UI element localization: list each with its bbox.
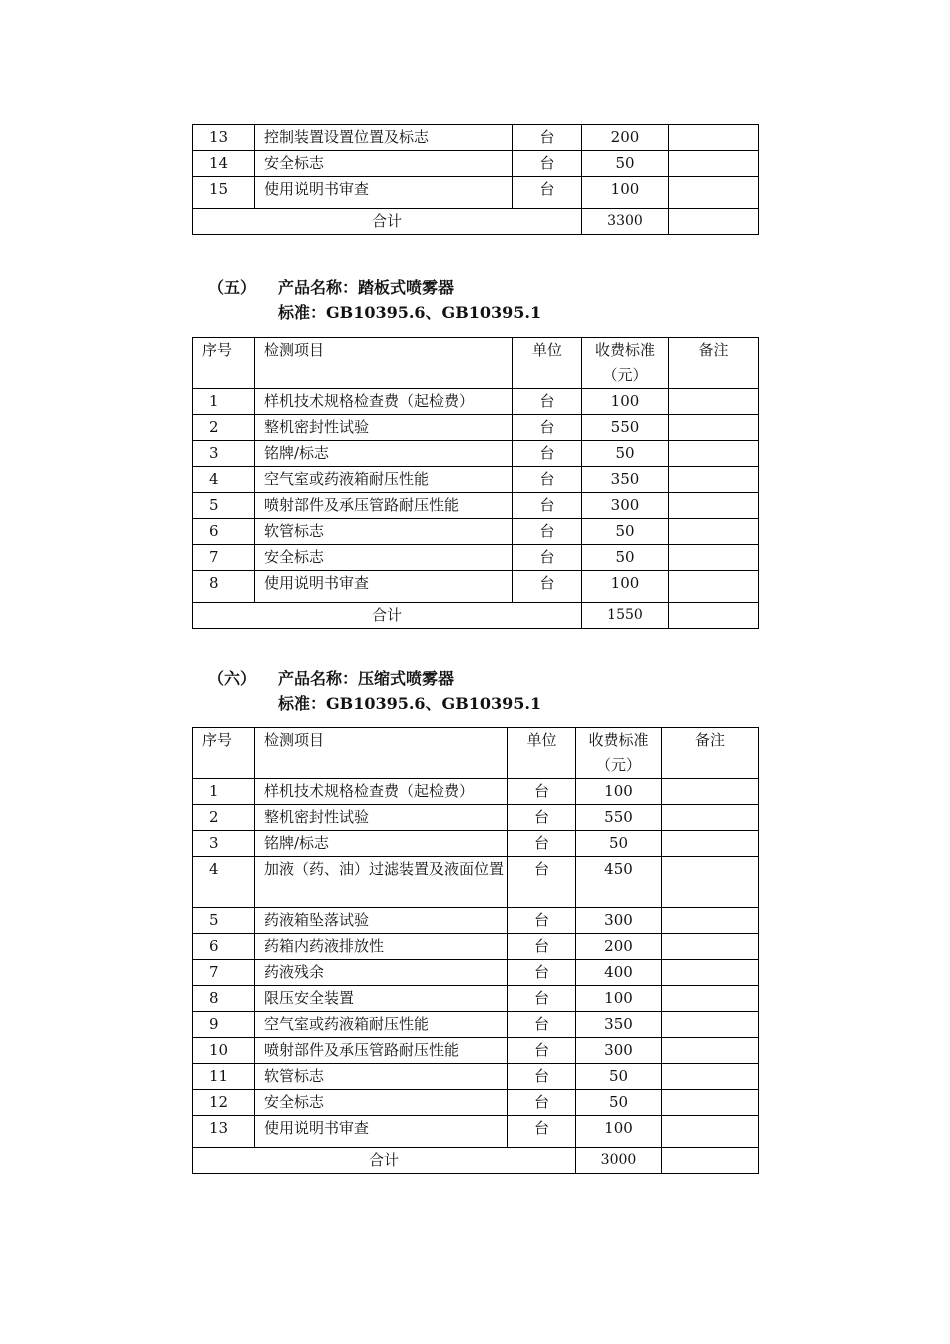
row-no: 7 <box>193 960 255 986</box>
row-item: 软管标志 <box>255 1064 508 1090</box>
row-unit: 台 <box>508 779 576 805</box>
row-unit: 台 <box>508 1116 576 1148</box>
row-unit: 台 <box>513 389 582 415</box>
row-fee: 50 <box>582 441 669 467</box>
row-item: 药箱内药液排放性 <box>255 934 508 960</box>
header-note: 备注 <box>662 728 759 779</box>
row-note <box>669 125 759 151</box>
row-no: 5 <box>193 908 255 934</box>
row-no: 9 <box>193 1012 255 1038</box>
header-fee-label: 收费标准（元） <box>588 731 649 774</box>
total-row <box>193 209 759 235</box>
row-fee: 100 <box>576 986 662 1012</box>
row-fee: 50 <box>576 1064 662 1090</box>
row-item: 加液（药、油）过滤装置及液面位置 <box>255 857 508 908</box>
row-note <box>662 908 759 934</box>
table-row <box>193 177 759 209</box>
row-fee: 100 <box>576 1116 662 1148</box>
row-note <box>669 519 759 545</box>
row-item: 药液箱坠落试验 <box>255 908 508 934</box>
section6-product-name: 产品名称：压缩式喷雾器 <box>278 669 455 688</box>
row-item: 喷射部件及承压管路耐压性能 <box>255 493 513 519</box>
row-fee: 400 <box>576 960 662 986</box>
table-row <box>193 389 759 415</box>
row-no: 2 <box>193 415 255 441</box>
row-note <box>662 1038 759 1064</box>
row-no: 5 <box>193 493 255 519</box>
row-item: 使用说明书审查 <box>255 571 513 603</box>
row-note <box>669 389 759 415</box>
table-row <box>193 519 759 545</box>
row-note <box>662 1090 759 1116</box>
row-unit: 台 <box>508 857 576 908</box>
row-unit: 台 <box>508 831 576 857</box>
row-no: 8 <box>193 986 255 1012</box>
table-header-row <box>193 338 759 389</box>
total-label: 合计 <box>193 209 582 235</box>
row-item: 软管标志 <box>255 519 513 545</box>
row-unit: 台 <box>508 1012 576 1038</box>
row-no: 4 <box>193 857 255 908</box>
row-item: 使用说明书审查 <box>255 1116 508 1148</box>
row-unit: 台 <box>513 415 582 441</box>
total-row <box>193 1148 759 1174</box>
table-row <box>193 415 759 441</box>
table-row <box>193 1090 759 1116</box>
row-unit: 台 <box>513 571 582 603</box>
row-no: 12 <box>193 1090 255 1116</box>
row-note <box>662 805 759 831</box>
row-fee: 300 <box>576 1038 662 1064</box>
table-row <box>193 805 759 831</box>
section5-standard: 标准：GB10395.6、GB10395.1 <box>278 303 542 322</box>
row-item: 空气室或药液箱耐压性能 <box>255 1012 508 1038</box>
table-row <box>193 1116 759 1148</box>
row-fee: 50 <box>576 1090 662 1116</box>
row-note <box>662 857 759 908</box>
row-no: 14 <box>193 151 255 177</box>
row-note <box>662 986 759 1012</box>
row-item: 整机密封性试验 <box>255 805 508 831</box>
total-note <box>662 1148 759 1174</box>
header-unit: 单位 <box>508 728 576 779</box>
table-row <box>193 125 759 151</box>
table-row <box>193 831 759 857</box>
row-fee: 350 <box>582 467 669 493</box>
table-row <box>193 986 759 1012</box>
row-unit: 台 <box>513 467 582 493</box>
row-unit: 台 <box>508 805 576 831</box>
row-no: 11 <box>193 1064 255 1090</box>
fee-table-continued <box>192 124 759 235</box>
row-fee: 550 <box>576 805 662 831</box>
row-unit: 台 <box>513 177 582 209</box>
row-no: 2 <box>193 805 255 831</box>
row-item: 空气室或药液箱耐压性能 <box>255 467 513 493</box>
row-no: 6 <box>193 519 255 545</box>
row-note <box>662 960 759 986</box>
table-row <box>193 441 759 467</box>
row-fee: 50 <box>582 545 669 571</box>
table-row <box>193 1038 759 1064</box>
header-item: 检测项目 <box>255 338 513 389</box>
header-fee <box>582 338 669 389</box>
row-unit: 台 <box>513 151 582 177</box>
row-fee: 50 <box>576 831 662 857</box>
row-item: 整机密封性试验 <box>255 415 513 441</box>
table-row <box>193 545 759 571</box>
row-note <box>669 177 759 209</box>
row-no: 8 <box>193 571 255 603</box>
total-value: 3000 <box>576 1148 662 1174</box>
header-fee-label: 收费标准（元） <box>594 341 655 384</box>
table-row <box>193 467 759 493</box>
row-no: 3 <box>193 831 255 857</box>
row-note <box>662 934 759 960</box>
header-no: 序号 <box>193 728 255 779</box>
total-note <box>669 209 759 235</box>
table-row <box>193 1012 759 1038</box>
header-item: 检测项目 <box>255 728 508 779</box>
row-fee: 200 <box>582 125 669 151</box>
row-unit: 台 <box>513 519 582 545</box>
row-unit: 台 <box>513 493 582 519</box>
row-item: 安全标志 <box>255 151 513 177</box>
row-item: 样机技术规格检查费（起检费） <box>255 779 508 805</box>
row-fee: 200 <box>576 934 662 960</box>
section6-fee-table <box>192 727 759 1174</box>
row-no: 10 <box>193 1038 255 1064</box>
row-note <box>669 441 759 467</box>
row-note <box>662 1116 759 1148</box>
table-header-row <box>193 728 759 779</box>
section5-fee-table <box>192 337 759 629</box>
table-row <box>193 934 759 960</box>
total-label: 合计 <box>193 603 582 629</box>
row-unit: 台 <box>508 960 576 986</box>
table-row <box>193 493 759 519</box>
table-row <box>193 571 759 603</box>
row-note <box>669 571 759 603</box>
table-row <box>193 960 759 986</box>
header-fee <box>576 728 662 779</box>
row-note <box>662 831 759 857</box>
row-fee: 100 <box>582 571 669 603</box>
row-fee: 450 <box>576 857 662 908</box>
row-no: 15 <box>193 177 255 209</box>
row-unit: 台 <box>508 908 576 934</box>
row-note <box>669 467 759 493</box>
row-item: 控制装置设置位置及标志 <box>255 125 513 151</box>
header-no: 序号 <box>193 338 255 389</box>
table-row <box>193 151 759 177</box>
section6-standard: 标准：GB10395.6、GB10395.1 <box>278 694 542 713</box>
row-unit: 台 <box>508 1038 576 1064</box>
row-unit: 台 <box>508 1064 576 1090</box>
row-item: 使用说明书审查 <box>255 177 513 209</box>
row-no: 13 <box>193 125 255 151</box>
row-note <box>669 545 759 571</box>
table-row <box>193 857 759 908</box>
row-note <box>669 415 759 441</box>
row-unit: 台 <box>508 986 576 1012</box>
row-unit: 台 <box>508 1090 576 1116</box>
row-item: 铭牌/标志 <box>255 441 513 467</box>
row-fee: 100 <box>582 177 669 209</box>
row-note <box>662 1012 759 1038</box>
row-no: 3 <box>193 441 255 467</box>
total-value: 3300 <box>582 209 669 235</box>
row-unit: 台 <box>513 125 582 151</box>
row-item: 安全标志 <box>255 1090 508 1116</box>
row-fee: 300 <box>582 493 669 519</box>
row-item: 喷射部件及承压管路耐压性能 <box>255 1038 508 1064</box>
row-unit: 台 <box>513 545 582 571</box>
row-no: 1 <box>193 389 255 415</box>
row-item: 安全标志 <box>255 545 513 571</box>
row-item: 铭牌/标志 <box>255 831 508 857</box>
row-no: 6 <box>193 934 255 960</box>
row-fee: 50 <box>582 151 669 177</box>
row-fee: 300 <box>576 908 662 934</box>
section5-index: （五） <box>208 278 257 297</box>
total-note <box>669 603 759 629</box>
table-row <box>193 908 759 934</box>
row-note <box>662 1064 759 1090</box>
row-no: 7 <box>193 545 255 571</box>
row-fee: 550 <box>582 415 669 441</box>
row-no: 4 <box>193 467 255 493</box>
row-unit: 台 <box>508 934 576 960</box>
header-note: 备注 <box>669 338 759 389</box>
row-item: 药液残余 <box>255 960 508 986</box>
total-label: 合计 <box>193 1148 576 1174</box>
row-item: 限压安全装置 <box>255 986 508 1012</box>
row-fee: 50 <box>582 519 669 545</box>
row-fee: 350 <box>576 1012 662 1038</box>
section5-product-name: 产品名称：踏板式喷雾器 <box>278 278 455 297</box>
total-value: 1550 <box>582 603 669 629</box>
row-note <box>669 493 759 519</box>
header-unit: 单位 <box>513 338 582 389</box>
row-note <box>669 151 759 177</box>
table-row <box>193 779 759 805</box>
total-row <box>193 603 759 629</box>
section6-index: （六） <box>208 669 257 688</box>
row-no: 13 <box>193 1116 255 1148</box>
table-row <box>193 1064 759 1090</box>
row-unit: 台 <box>513 441 582 467</box>
row-note <box>662 779 759 805</box>
row-fee: 100 <box>576 779 662 805</box>
row-item: 样机技术规格检查费（起检费） <box>255 389 513 415</box>
row-no: 1 <box>193 779 255 805</box>
row-fee: 100 <box>582 389 669 415</box>
